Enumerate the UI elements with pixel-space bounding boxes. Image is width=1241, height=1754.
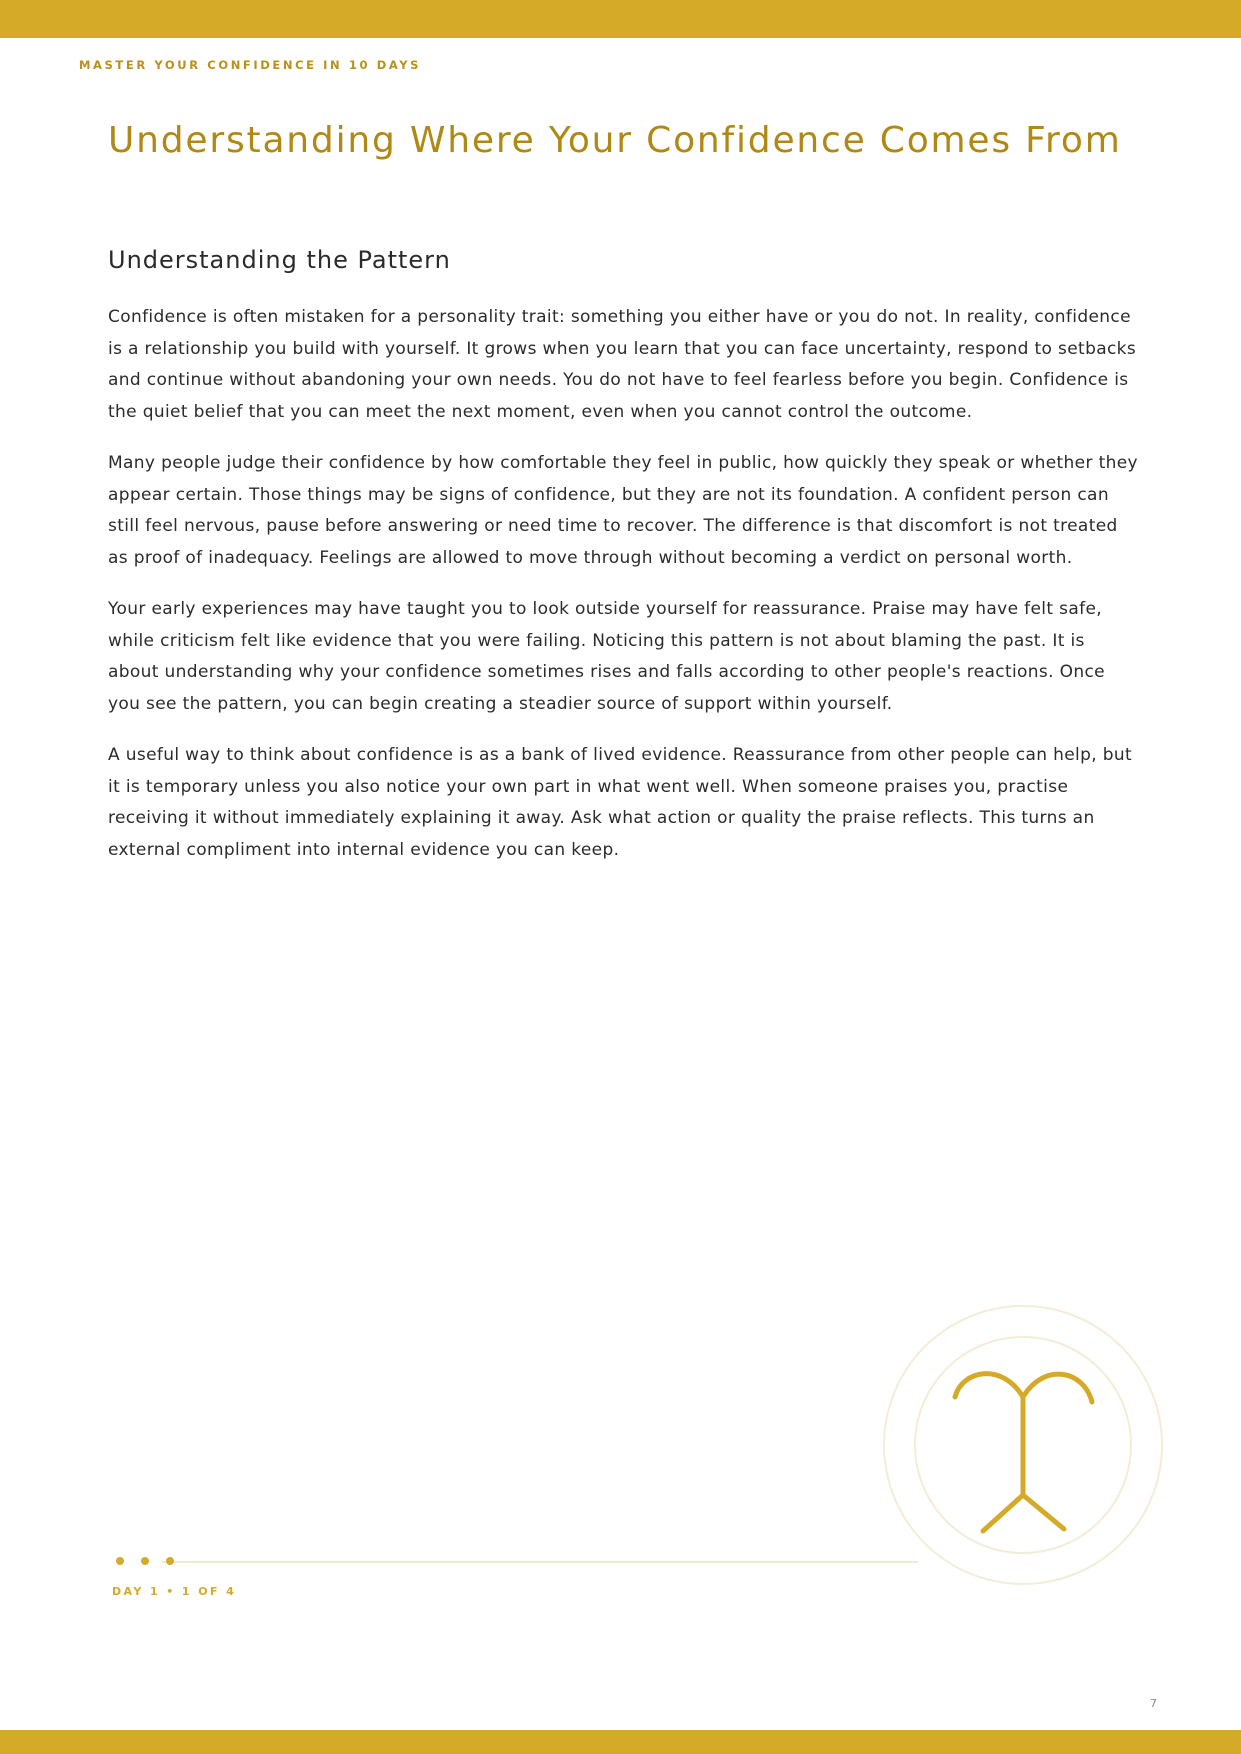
- bottom-accent-bar: [0, 1730, 1241, 1754]
- left-arch: [955, 1374, 1023, 1397]
- day-progress-label: DAY 1 • 1 OF 4: [112, 1585, 237, 1598]
- section-heading: Understanding the Pattern: [108, 246, 451, 274]
- paragraph: Many people judge their confidence by how comfortable they feel in public, how quickly they speak or whether they appear certain. Those things may be signs of confidence, but they are not its foundation. A confident person can still feel nervous, pause before answering or need time to recover. The difference is that discomfort is not treated as proof of inadequacy. Feelings are allowed to move through without becoming a verdict on personal worth.: [108, 453, 1138, 568]
- page-number: 7: [1150, 1697, 1157, 1710]
- paragraph: Confidence is often mistaken for a personality trait: something you either have or you do not. In reality, confidence is a relationship you build with yourself. It grows when you learn that you can face uncertainty, respond to setbacks and continue without abandoning your own needs. You do not have to feel fearless before you begin. Confidence is the quiet belief that you can meet the next moment, even when you cannot control the outcome.: [108, 307, 1137, 422]
- dot: [141, 1557, 149, 1565]
- footer-divider: [162, 1561, 918, 1563]
- dot: [116, 1557, 124, 1565]
- dot: [166, 1557, 174, 1565]
- paragraph: Your early experiences may have taught you to look outside yourself for reassurance. Praise may have felt safe, while criticism felt like evidence that you were failing. Noticing this pattern is not about blaming the past. It is about understanding why your confidence sometimes rises and falls according to other people's reactions. Once you see the pattern, you can begin creating a steadier source of support within yourself.: [108, 599, 1105, 714]
- left-leg: [983, 1495, 1023, 1531]
- body-text: [108, 302, 1138, 886]
- page-title: Understanding Where Your Confidence Comes From: [108, 120, 1122, 161]
- running-header: MASTER YOUR CONFIDENCE IN 10 DAYS: [79, 58, 422, 72]
- paragraph: A useful way to think about confidence is as a bank of lived evidence. Reassurance from other people can help, but it is temporary unless you also notice your own part in what went well. When someone praises you, practise receiving it without immediately explaining it away. Ask what action or quality the praise reflects. This turns an external compliment into internal evidence you can keep.: [108, 745, 1133, 860]
- right-arch: [1023, 1374, 1092, 1402]
- branching-figure-emblem-icon: [880, 1302, 1166, 1588]
- top-accent-bar: [0, 0, 1241, 38]
- right-leg: [1023, 1495, 1064, 1529]
